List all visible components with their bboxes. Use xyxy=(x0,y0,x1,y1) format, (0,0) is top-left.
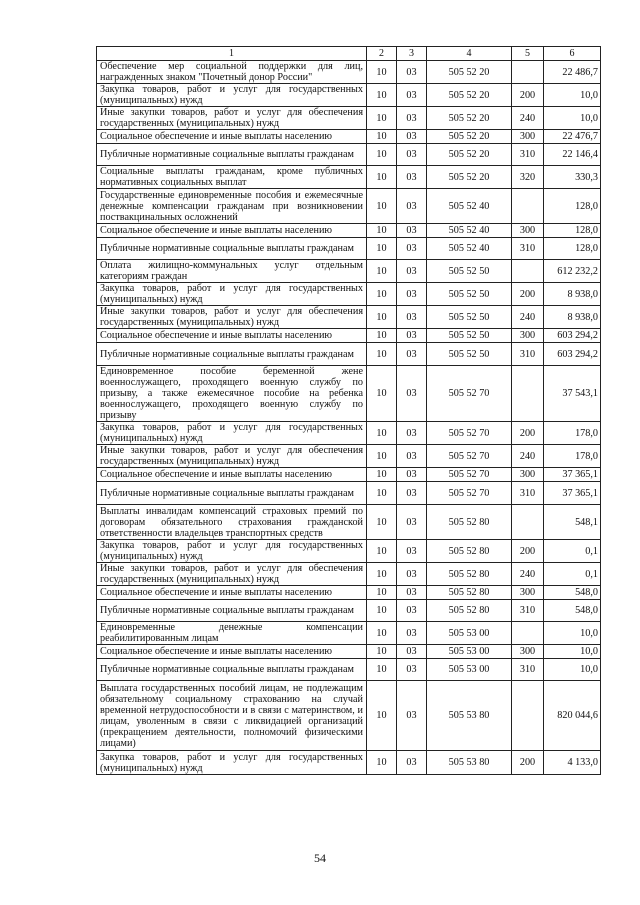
row-name-cell: Социальное обеспечение и иные выплаты населению xyxy=(97,645,367,659)
row-expense-type-cell: 310 xyxy=(512,482,544,505)
table-row xyxy=(97,659,601,681)
row-amount-cell: 22 146,4 xyxy=(544,144,601,166)
row-name-cell: Иные закупки товаров, работ и услуг для обеспечения государственных (муниципальных) нужд xyxy=(97,107,367,130)
row-name-cell: Публичные нормативные социальные выплаты гражданам xyxy=(97,482,367,505)
row-subsection-cell: 03 xyxy=(397,306,427,329)
row-expense-type-cell: 300 xyxy=(512,224,544,238)
row-expense-type-cell: 240 xyxy=(512,563,544,586)
row-section-cell: 10 xyxy=(367,224,397,238)
row-expense-type-cell: 310 xyxy=(512,600,544,622)
table-row xyxy=(97,260,601,283)
row-expense-type-cell: 310 xyxy=(512,659,544,681)
row-section-cell: 10 xyxy=(367,84,397,107)
row-amount-cell: 548,0 xyxy=(544,600,601,622)
row-amount-cell: 10,0 xyxy=(544,659,601,681)
row-expense-type-cell: 240 xyxy=(512,445,544,468)
row-section-cell: 10 xyxy=(367,366,397,422)
row-expense-type-cell xyxy=(512,622,544,645)
row-target-article-cell: 505 52 70 xyxy=(427,422,512,445)
row-subsection-cell: 03 xyxy=(397,563,427,586)
row-section-cell: 10 xyxy=(367,283,397,306)
row-amount-cell: 22 486,7 xyxy=(544,61,601,84)
row-target-article-cell: 505 52 20 xyxy=(427,61,512,84)
row-target-article-cell: 505 53 80 xyxy=(427,751,512,775)
row-expense-type-cell: 300 xyxy=(512,329,544,343)
row-section-cell: 10 xyxy=(367,659,397,681)
row-target-article-cell: 505 52 80 xyxy=(427,563,512,586)
row-amount-cell: 820 044,6 xyxy=(544,681,601,751)
row-subsection-cell: 03 xyxy=(397,445,427,468)
row-amount-cell: 22 476,7 xyxy=(544,130,601,144)
row-name-cell: Закупка товаров, работ и услуг для государственных (муниципальных) нужд xyxy=(97,84,367,107)
row-amount-cell: 178,0 xyxy=(544,445,601,468)
table-row xyxy=(97,189,601,224)
row-target-article-cell: 505 52 40 xyxy=(427,238,512,260)
row-name-cell: Иные закупки товаров, работ и услуг для обеспечения государственных (муниципальных) нужд xyxy=(97,445,367,468)
row-target-article-cell: 505 52 70 xyxy=(427,482,512,505)
row-expense-type-cell: 300 xyxy=(512,645,544,659)
row-name-cell: Публичные нормативные социальные выплаты гражданам xyxy=(97,659,367,681)
budget-table-body xyxy=(97,47,601,775)
row-subsection-cell: 03 xyxy=(397,468,427,482)
table-row xyxy=(97,61,601,84)
table-row xyxy=(97,751,601,775)
row-amount-cell: 548,1 xyxy=(544,505,601,540)
row-section-cell: 10 xyxy=(367,563,397,586)
row-name-cell: Закупка товаров, работ и услуг для государственных (муниципальных) нужд xyxy=(97,283,367,306)
row-amount-cell: 37 365,1 xyxy=(544,482,601,505)
row-target-article-cell: 505 53 80 xyxy=(427,681,512,751)
row-expense-type-cell xyxy=(512,61,544,84)
row-amount-cell: 10,0 xyxy=(544,84,601,107)
row-section-cell: 10 xyxy=(367,505,397,540)
table-row xyxy=(97,482,601,505)
row-target-article-cell: 505 52 50 xyxy=(427,306,512,329)
row-target-article-cell: 505 52 50 xyxy=(427,343,512,366)
row-target-article-cell: 505 52 50 xyxy=(427,329,512,343)
table-row xyxy=(97,600,601,622)
row-subsection-cell: 03 xyxy=(397,422,427,445)
row-target-article-cell: 505 52 80 xyxy=(427,600,512,622)
row-expense-type-cell xyxy=(512,366,544,422)
row-expense-type-cell: 200 xyxy=(512,422,544,445)
row-target-article-cell: 505 52 50 xyxy=(427,260,512,283)
table-row xyxy=(97,283,601,306)
row-expense-type-cell: 240 xyxy=(512,306,544,329)
row-section-cell: 10 xyxy=(367,306,397,329)
row-section-cell: 10 xyxy=(367,61,397,84)
row-name-cell: Единовременные денежные компенсации реабилитированным лицам xyxy=(97,622,367,645)
row-amount-cell: 612 232,2 xyxy=(544,260,601,283)
row-target-article-cell: 505 52 20 xyxy=(427,130,512,144)
row-name-cell: Публичные нормативные социальные выплаты гражданам xyxy=(97,238,367,260)
row-name-cell: Социальное обеспечение и иные выплаты населению xyxy=(97,224,367,238)
row-subsection-cell: 03 xyxy=(397,600,427,622)
row-subsection-cell: 03 xyxy=(397,61,427,84)
table-row xyxy=(97,107,601,130)
row-expense-type-cell xyxy=(512,505,544,540)
row-expense-type-cell xyxy=(512,681,544,751)
row-subsection-cell: 03 xyxy=(397,107,427,130)
row-subsection-cell: 03 xyxy=(397,482,427,505)
table-row xyxy=(97,144,601,166)
table-row xyxy=(97,563,601,586)
table-row xyxy=(97,329,601,343)
row-subsection-cell: 03 xyxy=(397,681,427,751)
budget-table xyxy=(96,46,601,775)
row-name-cell: Закупка товаров, работ и услуг для государственных (муниципальных) нужд xyxy=(97,540,367,563)
row-target-article-cell: 505 52 80 xyxy=(427,586,512,600)
row-target-article-cell: 505 53 00 xyxy=(427,645,512,659)
row-target-article-cell: 505 52 40 xyxy=(427,189,512,224)
row-target-article-cell: 505 52 70 xyxy=(427,445,512,468)
table-row xyxy=(97,130,601,144)
row-expense-type-cell: 310 xyxy=(512,238,544,260)
row-subsection-cell: 03 xyxy=(397,505,427,540)
row-expense-type-cell xyxy=(512,189,544,224)
header-cell-target-article: 4 xyxy=(427,47,512,61)
row-target-article-cell: 505 52 70 xyxy=(427,468,512,482)
row-name-cell: Единовременное пособие беременной жене военнослужащего, проходящего военную службу по призыву, а также ежемесячное пособие на ребенка военнослужащего, проходящего военную службу по призыву xyxy=(97,366,367,422)
row-target-article-cell: 505 52 80 xyxy=(427,540,512,563)
row-target-article-cell: 505 52 70 xyxy=(427,366,512,422)
table-row xyxy=(97,645,601,659)
row-section-cell: 10 xyxy=(367,586,397,600)
table-row xyxy=(97,366,601,422)
table-row xyxy=(97,445,601,468)
row-target-article-cell: 505 52 20 xyxy=(427,84,512,107)
table-row xyxy=(97,505,601,540)
row-name-cell: Публичные нормативные социальные выплаты гражданам xyxy=(97,343,367,366)
row-amount-cell: 10,0 xyxy=(544,622,601,645)
row-section-cell: 10 xyxy=(367,144,397,166)
row-amount-cell: 128,0 xyxy=(544,189,601,224)
row-subsection-cell: 03 xyxy=(397,622,427,645)
table-row xyxy=(97,306,601,329)
table-row xyxy=(97,84,601,107)
row-expense-type-cell: 320 xyxy=(512,166,544,189)
header-cell-section: 2 xyxy=(367,47,397,61)
row-amount-cell: 10,0 xyxy=(544,645,601,659)
row-name-cell: Публичные нормативные социальные выплаты гражданам xyxy=(97,144,367,166)
row-target-article-cell: 505 52 20 xyxy=(427,144,512,166)
table-row xyxy=(97,224,601,238)
row-target-article-cell: 505 52 40 xyxy=(427,224,512,238)
table-row xyxy=(97,681,601,751)
row-section-cell: 10 xyxy=(367,130,397,144)
row-amount-cell: 128,0 xyxy=(544,224,601,238)
row-amount-cell: 178,0 xyxy=(544,422,601,445)
header-cell-expense-type: 5 xyxy=(512,47,544,61)
row-name-cell: Обеспечение мер социальной поддержки для лиц, награжденных знаком "Почетный донор России" xyxy=(97,61,367,84)
row-section-cell: 10 xyxy=(367,482,397,505)
row-section-cell: 10 xyxy=(367,445,397,468)
row-amount-cell: 330,3 xyxy=(544,166,601,189)
row-amount-cell: 128,0 xyxy=(544,238,601,260)
row-amount-cell: 8 938,0 xyxy=(544,306,601,329)
table-row xyxy=(97,586,601,600)
row-subsection-cell: 03 xyxy=(397,224,427,238)
row-section-cell: 10 xyxy=(367,622,397,645)
row-subsection-cell: 03 xyxy=(397,343,427,366)
row-amount-cell: 548,0 xyxy=(544,586,601,600)
row-subsection-cell: 03 xyxy=(397,144,427,166)
row-name-cell: Государственные единовременные пособия и ежемесячные денежные компенсации гражданам при возникновении поствакцинальных осложнений xyxy=(97,189,367,224)
header-cell-subsection: 3 xyxy=(397,47,427,61)
row-target-article-cell: 505 52 80 xyxy=(427,505,512,540)
row-amount-cell: 0,1 xyxy=(544,563,601,586)
row-amount-cell: 0,1 xyxy=(544,540,601,563)
row-name-cell: Иные закупки товаров, работ и услуг для обеспечения государственных (муниципальных) нужд xyxy=(97,563,367,586)
row-subsection-cell: 03 xyxy=(397,329,427,343)
row-subsection-cell: 03 xyxy=(397,260,427,283)
table-header-row xyxy=(97,47,601,61)
row-section-cell: 10 xyxy=(367,329,397,343)
table-row xyxy=(97,468,601,482)
row-name-cell: Иные закупки товаров, работ и услуг для обеспечения государственных (муниципальных) нужд xyxy=(97,306,367,329)
row-expense-type-cell: 240 xyxy=(512,107,544,130)
row-amount-cell: 37 365,1 xyxy=(544,468,601,482)
row-subsection-cell: 03 xyxy=(397,130,427,144)
row-name-cell: Публичные нормативные социальные выплаты гражданам xyxy=(97,600,367,622)
row-section-cell: 10 xyxy=(367,260,397,283)
row-target-article-cell: 505 52 50 xyxy=(427,283,512,306)
page-number: 54 xyxy=(314,851,326,865)
row-section-cell: 10 xyxy=(367,681,397,751)
row-target-article-cell: 505 53 00 xyxy=(427,622,512,645)
row-amount-cell: 37 543,1 xyxy=(544,366,601,422)
row-name-cell: Закупка товаров, работ и услуг для государственных (муниципальных) нужд xyxy=(97,751,367,775)
row-subsection-cell: 03 xyxy=(397,751,427,775)
row-expense-type-cell: 310 xyxy=(512,343,544,366)
row-expense-type-cell: 300 xyxy=(512,468,544,482)
row-section-cell: 10 xyxy=(367,343,397,366)
row-expense-type-cell: 300 xyxy=(512,586,544,600)
row-subsection-cell: 03 xyxy=(397,189,427,224)
table-row xyxy=(97,540,601,563)
row-subsection-cell: 03 xyxy=(397,366,427,422)
table-row xyxy=(97,622,601,645)
row-name-cell: Социальные выплаты гражданам, кроме публичных нормативных социальных выплат xyxy=(97,166,367,189)
row-name-cell: Социальное обеспечение и иные выплаты населению xyxy=(97,329,367,343)
row-section-cell: 10 xyxy=(367,751,397,775)
row-subsection-cell: 03 xyxy=(397,166,427,189)
row-expense-type-cell: 200 xyxy=(512,540,544,563)
row-target-article-cell: 505 52 20 xyxy=(427,166,512,189)
row-section-cell: 10 xyxy=(367,422,397,445)
row-name-cell: Оплата жилищно-коммунальных услуг отдельным категориям граждан xyxy=(97,260,367,283)
header-cell-amount: 6 xyxy=(544,47,601,61)
table-row xyxy=(97,238,601,260)
row-target-article-cell: 505 53 00 xyxy=(427,659,512,681)
row-section-cell: 10 xyxy=(367,166,397,189)
row-expense-type-cell: 200 xyxy=(512,751,544,775)
row-section-cell: 10 xyxy=(367,189,397,224)
header-cell-name: 1 xyxy=(97,47,367,61)
table-row xyxy=(97,343,601,366)
row-subsection-cell: 03 xyxy=(397,84,427,107)
row-section-cell: 10 xyxy=(367,107,397,130)
row-expense-type-cell: 200 xyxy=(512,283,544,306)
row-expense-type-cell: 310 xyxy=(512,144,544,166)
row-target-article-cell: 505 52 20 xyxy=(427,107,512,130)
row-section-cell: 10 xyxy=(367,645,397,659)
row-subsection-cell: 03 xyxy=(397,659,427,681)
row-subsection-cell: 03 xyxy=(397,540,427,563)
row-amount-cell: 603 294,2 xyxy=(544,329,601,343)
table-row xyxy=(97,422,601,445)
row-subsection-cell: 03 xyxy=(397,645,427,659)
row-amount-cell: 603 294,2 xyxy=(544,343,601,366)
row-amount-cell: 8 938,0 xyxy=(544,283,601,306)
row-subsection-cell: 03 xyxy=(397,283,427,306)
row-section-cell: 10 xyxy=(367,600,397,622)
row-section-cell: 10 xyxy=(367,540,397,563)
row-name-cell: Социальное обеспечение и иные выплаты населению xyxy=(97,130,367,144)
row-amount-cell: 4 133,0 xyxy=(544,751,601,775)
row-subsection-cell: 03 xyxy=(397,238,427,260)
row-expense-type-cell: 300 xyxy=(512,130,544,144)
row-name-cell: Выплаты инвалидам компенсаций страховых премий по договорам обязательного страхования гражданской ответственности владельцев транспортных средств xyxy=(97,505,367,540)
row-section-cell: 10 xyxy=(367,238,397,260)
row-expense-type-cell: 200 xyxy=(512,84,544,107)
row-name-cell: Закупка товаров, работ и услуг для государственных (муниципальных) нужд xyxy=(97,422,367,445)
row-name-cell: Выплата государственных пособий лицам, не подлежащим обязательному социальному страхованию на случай временной нетрудоспособности и в связи с материнством, и лицам, уволенным в связи с ликвидацией организаций (прекращением деятельности, полномочий физическими лицами) xyxy=(97,681,367,751)
row-name-cell: Социальное обеспечение и иные выплаты населению xyxy=(97,586,367,600)
row-expense-type-cell xyxy=(512,260,544,283)
row-subsection-cell: 03 xyxy=(397,586,427,600)
table-row xyxy=(97,166,601,189)
row-name-cell: Социальное обеспечение и иные выплаты населению xyxy=(97,468,367,482)
row-section-cell: 10 xyxy=(367,468,397,482)
row-amount-cell: 10,0 xyxy=(544,107,601,130)
